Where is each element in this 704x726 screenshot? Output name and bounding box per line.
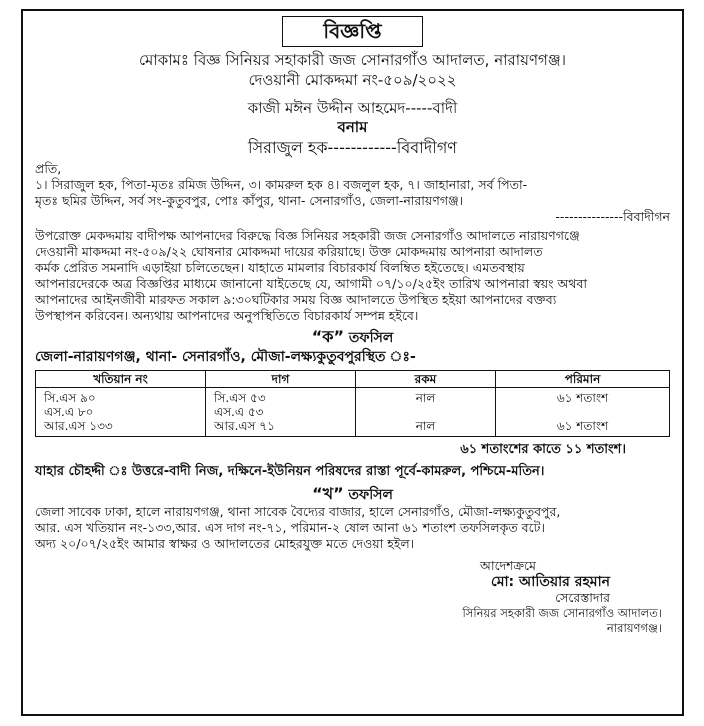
signatory-court: সিনিয়র সহকারী জজ সোনারগাঁও আদালত। xyxy=(462,606,662,620)
rokom-cell xyxy=(356,388,496,437)
table-cell: সি.এস ৫৩ xyxy=(214,391,266,405)
table-cell: আর.এস ১৩৩ xyxy=(44,419,113,433)
column-header: খতিয়ান নং xyxy=(36,371,206,388)
addressee-role: ---------------বিবাদীগন xyxy=(555,209,670,224)
table-header-row xyxy=(36,371,670,388)
order-line: আদেশক্রমে xyxy=(480,558,536,573)
signatory-name: মো: আতিয়ার রহমান xyxy=(491,574,610,590)
table-cell: এস.এ ৮০ xyxy=(44,405,94,419)
schedule-total: ৬১ শতাংশের কাতে ১১ শতাংশ। xyxy=(460,442,626,457)
schedule-table xyxy=(35,370,670,437)
court-line: মোকামঃ বিজ্ঞ সিনিয়র সহাকারী জজ সোনারগাঁও আদালত, নারায়ণগঞ্জ। xyxy=(138,51,567,69)
column-header: পরিমান xyxy=(496,371,670,388)
notice-body xyxy=(35,228,670,324)
table-cell: আর.এস ৭১ xyxy=(214,419,275,433)
addressee-names-2: মৃতঃ ছমির উদ্দিন, সর্ব সং-কুতুবপুর, পোঃ কাঁপুর, থানা- সেনারগাঁও, জেলা-নারায়ণগঞ্জ। xyxy=(35,193,464,208)
schedule-kha-title: তফসিল xyxy=(348,487,393,503)
table-cell: নাল xyxy=(415,391,436,405)
body-line: উপরোক্ত মেকদ্দমায় বাদীপক্ষ আপনাদের বিরুদ্ধে বিজ্ঞ সিনিয়র সহকারী জজ সেনারগাঁও আদালতে নারায়ণগঞ্জে xyxy=(35,228,580,243)
column-header: দাগ xyxy=(206,371,356,388)
table-cell: এস.এ ৫৩ xyxy=(214,405,264,419)
signatory-district: নারায়ণগঞ্জ। xyxy=(606,621,662,635)
versus-line: বনাম xyxy=(337,118,368,136)
dag-cell xyxy=(206,388,356,437)
signatory-designation: সেরেস্তাদার xyxy=(555,590,610,605)
schedule-kha-line: আর. এস খতিয়ান নং-১৩৩,আর. এস দাগ নং-৭১, পরিমান-২ ষোল আনা ৬১ শতাংশ তফসিলকৃত বটে। xyxy=(35,520,545,535)
table-cell: নাল xyxy=(415,419,436,433)
defendant-line: সিরাজুল হক------------বিবাদীগণ xyxy=(248,138,457,157)
body-line: আপনারদেরকে অত্র বিজ্ঞপ্তির মাধ্যমে জানানো যাইতেছে যে, আগামী ০৭/১০/২৫ইং তারিখ আপনারা স্বয়ং অথবা xyxy=(35,276,588,291)
table-cell xyxy=(364,405,487,419)
notice-page xyxy=(21,9,684,716)
plaintiff-line: কাজী মঈন উদ্দীন আহমেদ-----বাদী xyxy=(247,99,458,117)
schedule-kha-label: “খ” xyxy=(312,484,344,503)
area-cell xyxy=(496,388,670,437)
body-line: আপনাদের আইনজীবী মারফত সকাল ৯:৩০ঘটিকার সময় বিজ্ঞ আদালতে উপস্থিত হইয়া আপনাদের বক্তব্য xyxy=(35,292,557,307)
column-header: রকম xyxy=(356,371,496,388)
schedule-kha-heading xyxy=(35,485,670,504)
addressee-names-1: ১। সিরাজুল হক, পিতা-মৃতঃ রমিজ উদ্দিন, ৩। কামরুল হক ৪। বজলুল হক, ৭। জাহানারা, সর্ব পিতা- xyxy=(35,177,528,192)
table-cell: সি.এস ৯০ xyxy=(44,391,96,405)
notice-title: বিজ্ঞপ্তি xyxy=(282,16,422,47)
body-line: দেওয়ানী মাকদ্দমা নং-৫০৯/২২ ঘোষনার মোকদ্দমা দায়ের করিয়াছে। উক্ত মোকদ্দমায় আপনারা আদালত xyxy=(35,244,543,259)
schedule-kha-line: জেলা সাবেক ঢাকা, হালে নারায়ণগঞ্জ, থানা সাবেক বৈদ্যের বাজার, হালে সেনারগাঁও, মৌজা-লক্ষ্যকুতুবপুর, xyxy=(35,504,561,519)
khatian-cell xyxy=(36,388,206,437)
schedule-kha-body xyxy=(35,504,670,552)
body-line: কর্মক প্রেরিত সমনাদি এড়াইয়া চলিতেছেন। যাহাতে মামলার বিচারকার্য বিলম্বিত হইতেছে। এমতবস্থায় xyxy=(35,260,525,275)
schedule-ka-location: জেলা-নারায়ণগঞ্জ, থানা- সেনারগাঁও, মৌজা-লক্ষ্যকুতুবপুরস্থিত ঃ- xyxy=(35,349,416,365)
table-cell: ৬১ শতাংশ xyxy=(556,419,609,433)
signature-block xyxy=(35,574,670,606)
table-cell xyxy=(504,405,661,419)
schedule-ka-heading xyxy=(35,328,670,347)
body-line: উপস্থাপন করিবেন। অন্যথায় আপনাদের অনুপস্থিতিতে বিচারকার্য সম্পন্ন হইবে। xyxy=(35,308,419,323)
addressee-to: প্রতি, xyxy=(35,161,62,176)
schedule-ka-label: “ক” xyxy=(311,327,344,346)
schedule-kha-line: অদ্য ২০/০৭/২৫ইং আমার স্বাক্ষর ও আদালতের মোহরযুক্ত মতে দেওয়া হইল। xyxy=(35,536,415,551)
case-line: দেওয়ানী মোকদ্দমা নং-৫০৯/২০২২ xyxy=(248,71,457,89)
schedule-boundary: যাহার চৌহদ্দী ঃ উত্তরে-বাদী নিজ, দক্ষিনে-ইউনিয়ন পরিষদের রাস্তা পূর্বে-কামরুল, পশ্চিমে-মতিন। xyxy=(35,464,545,479)
schedule-ka-title: তফসিল xyxy=(348,330,394,346)
table-row xyxy=(36,388,670,437)
title-wrap xyxy=(35,16,670,47)
table-cell: ৬১ শতাংশ xyxy=(556,391,609,405)
